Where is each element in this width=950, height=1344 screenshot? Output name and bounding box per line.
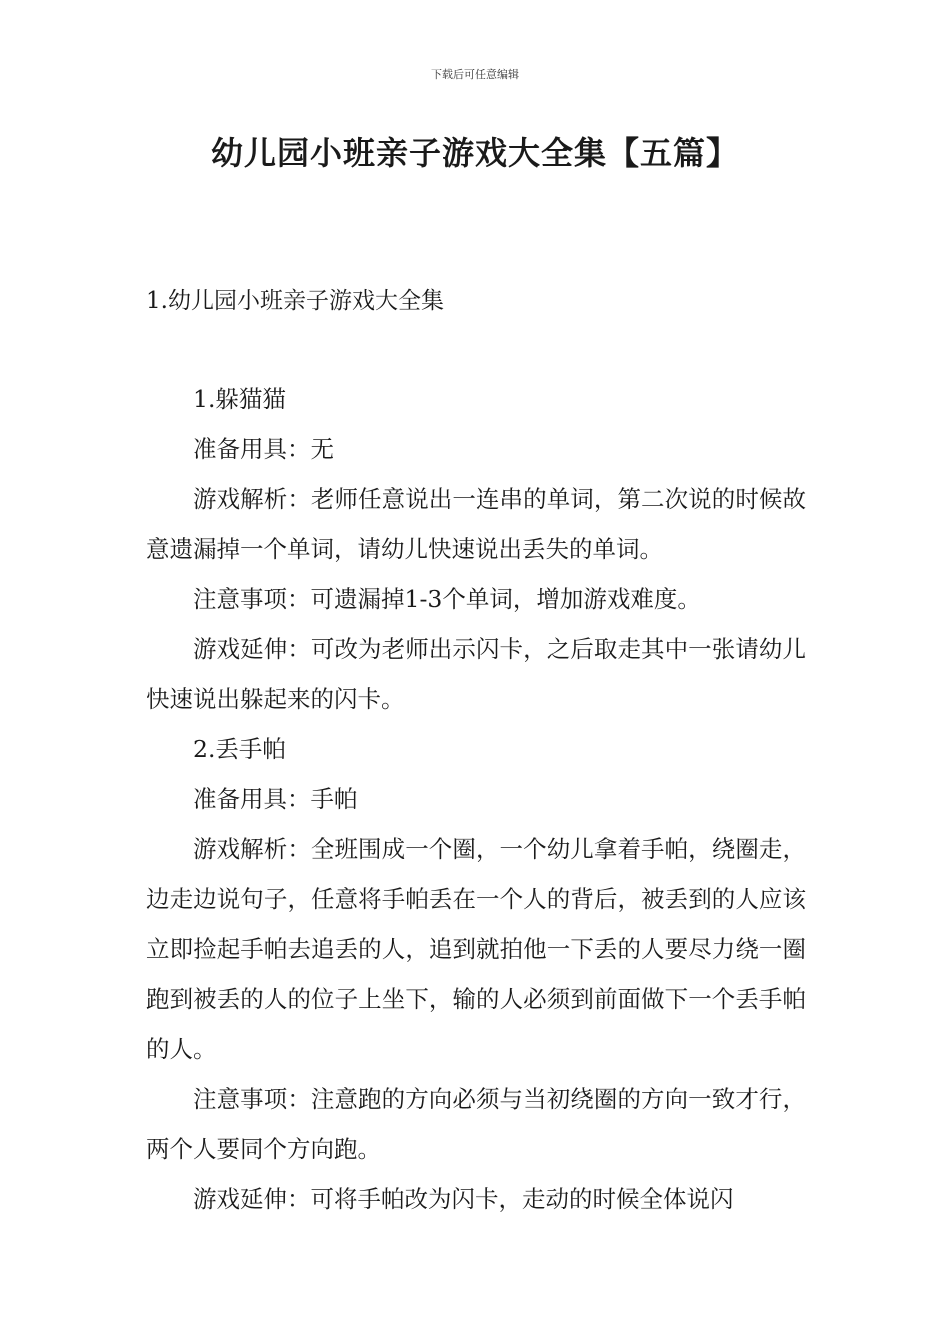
paragraph-game2-materials: 准备用具：手帕 [193,785,358,813]
paragraph-game1-materials: 准备用具：无 [193,435,334,463]
paragraph-game1-analysis: 游戏解析：老师任意说出一连串的单词，第二次说的时候故意遗漏掉一个单词，请幼儿快速说出丢失的单词。 [146,485,806,563]
paragraph-game2-extension: 游戏延伸：可将手帕改为闪卡，走动的时候全体说闪 [193,1185,734,1213]
document-title: 幼儿园小班亲子游戏大全集【五篇】 [210,134,739,172]
paragraph-game1-title: 1.躲猫猫 [193,385,286,413]
paragraph-game2-analysis: 游戏解析：全班围成一个圈，一个幼儿拿着手帕，绕圈走，边走边说句子，任意将手帕丢在一个人的背后，被丢到的人应该立即捡起手帕去追丢的人，追到就拍他一下丢的人要尽力绕一圈跑到被丢的人的位子上坐下，输的人必须到前面做下一个丢手帕的人。 [146,835,806,1063]
paragraph-game1-notes: 注意事项：可遗漏掉1-3个单词，增加游戏难度。 [193,585,701,613]
header-note: 下载后可任意编辑 [431,68,519,81]
paragraph-game2-title: 2.丢手帕 [193,735,286,763]
paragraph-game1-extension: 游戏延伸：可改为老师出示闪卡，之后取走其中一张请幼儿快速说出躲起来的闪卡。 [146,635,806,713]
section-heading: 1.幼儿园小班亲子游戏大全集 [146,288,444,314]
paragraph-game2-notes: 注意事项：注意跑的方向必须与当初绕圈的方向一致才行，两个人要同个方向跑。 [146,1085,806,1163]
document-body [146,374,806,1224]
